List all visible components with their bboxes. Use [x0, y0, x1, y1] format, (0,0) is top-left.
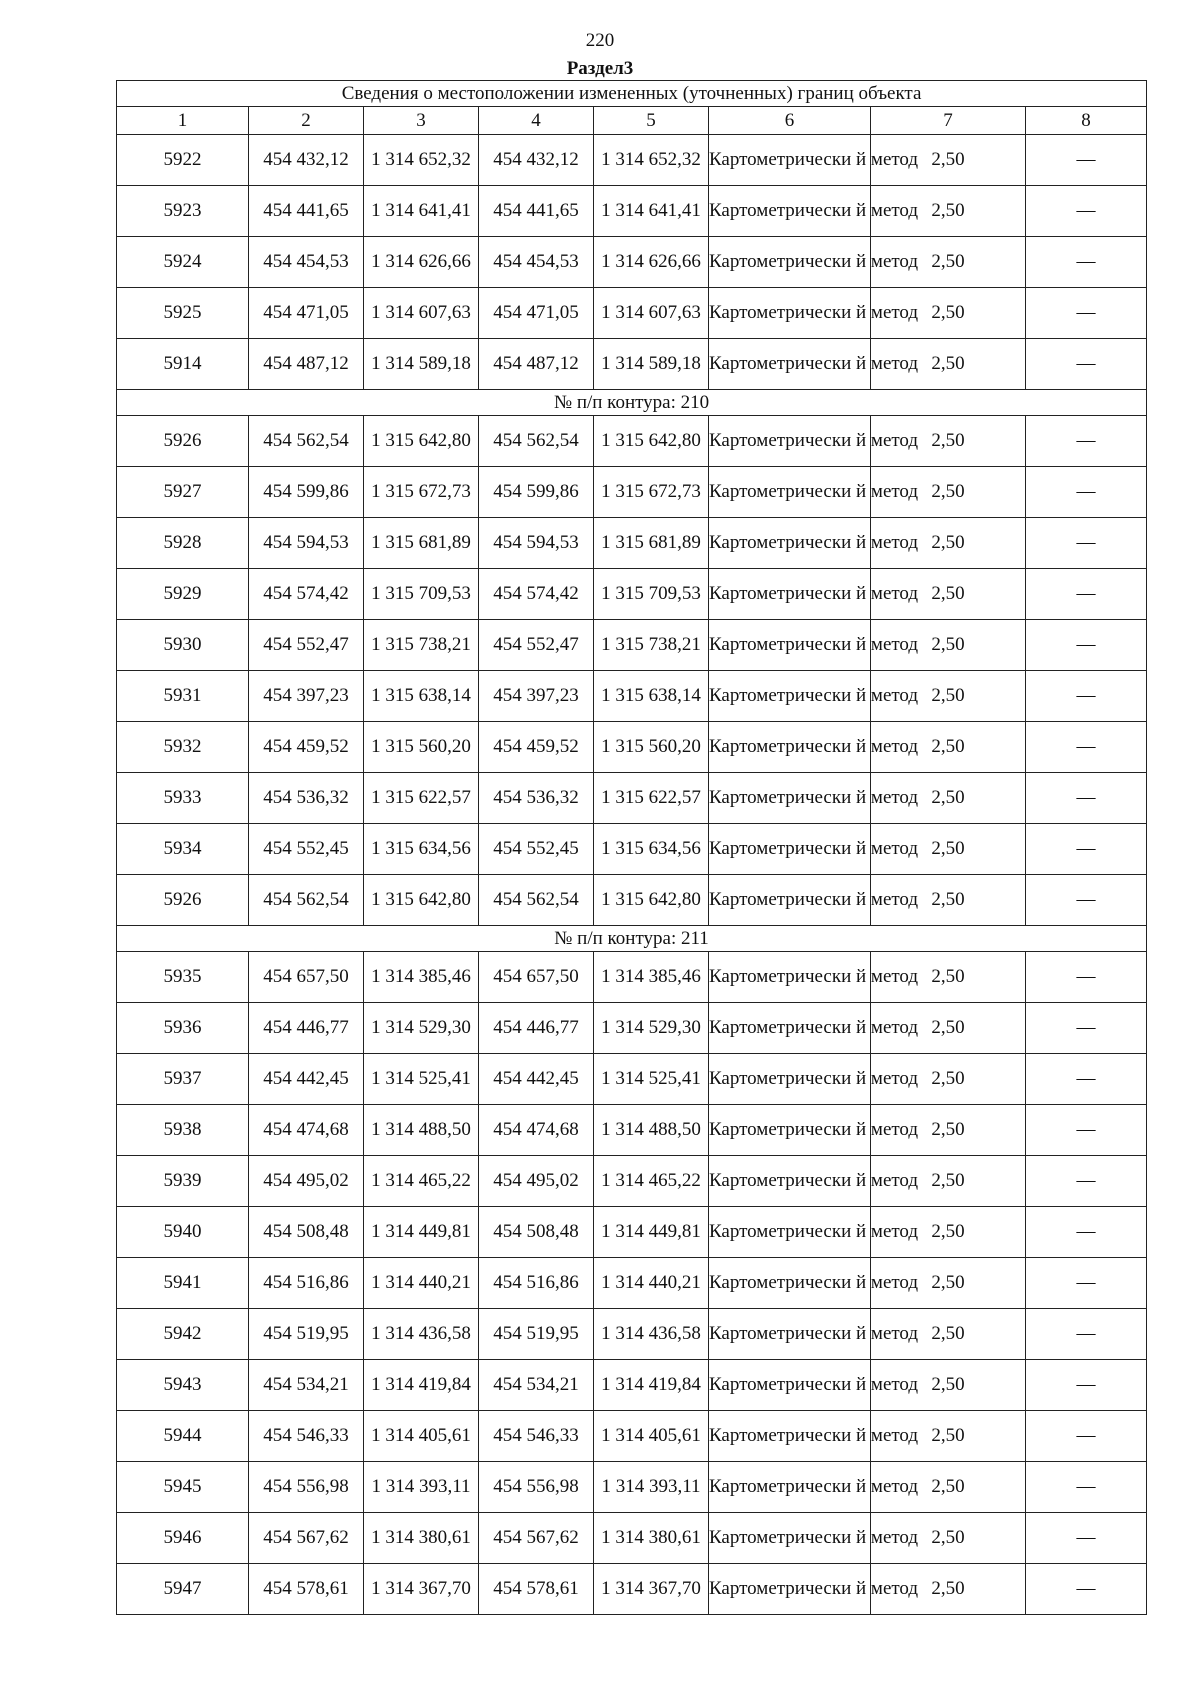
method-cell: Картометрически й метод	[709, 1411, 871, 1462]
point-number-cell: 5927	[117, 467, 249, 518]
method-cell: Картометрически й метод	[709, 1309, 871, 1360]
point-number-cell: 5941	[117, 1258, 249, 1309]
method-cell: Картометрически й метод	[709, 1003, 871, 1054]
point-number-cell: 5934	[117, 824, 249, 875]
table-row	[117, 824, 1147, 875]
x-new-cell: 454 454,53	[479, 237, 594, 288]
x-new-cell: 454 397,23	[479, 671, 594, 722]
table-row	[117, 288, 1147, 339]
y-old-cell: 1 315 638,14	[364, 671, 479, 722]
column-number: 7	[871, 107, 1026, 135]
description-cell: —	[1026, 952, 1147, 1003]
x-old-cell: 454 534,21	[249, 1360, 364, 1411]
x-new-cell: 454 546,33	[479, 1411, 594, 1462]
table-body	[117, 135, 1147, 1615]
method-cell: Картометрически й метод	[709, 620, 871, 671]
x-new-cell: 454 578,61	[479, 1564, 594, 1615]
x-old-cell: 454 552,47	[249, 620, 364, 671]
description-cell: —	[1026, 824, 1147, 875]
x-new-cell: 454 459,52	[479, 722, 594, 773]
column-number: 4	[479, 107, 594, 135]
x-old-cell: 454 562,54	[249, 416, 364, 467]
x-old-cell: 454 552,45	[249, 824, 364, 875]
x-new-cell: 454 534,21	[479, 1360, 594, 1411]
description-cell: —	[1026, 518, 1147, 569]
point-number-cell: 5938	[117, 1105, 249, 1156]
x-new-cell: 454 432,12	[479, 135, 594, 186]
method-cell: Картометрически й метод	[709, 416, 871, 467]
point-number-cell: 5922	[117, 135, 249, 186]
x-old-cell: 454 556,98	[249, 1462, 364, 1513]
accuracy-cell: 2,50	[871, 1054, 1026, 1105]
method-cell: Картометрически й метод	[709, 237, 871, 288]
x-new-cell: 454 495,02	[479, 1156, 594, 1207]
method-cell: Картометрически й метод	[709, 1513, 871, 1564]
y-new-cell: 1 314 436,58	[594, 1309, 709, 1360]
method-cell: Картометрически й метод	[709, 1156, 871, 1207]
contour-label: № п/п контура: 210	[117, 390, 1147, 416]
x-new-cell: 454 446,77	[479, 1003, 594, 1054]
y-new-cell: 1 315 642,80	[594, 416, 709, 467]
y-old-cell: 1 315 709,53	[364, 569, 479, 620]
x-old-cell: 454 441,65	[249, 186, 364, 237]
y-new-cell: 1 315 681,89	[594, 518, 709, 569]
column-number: 8	[1026, 107, 1147, 135]
point-number-cell: 5940	[117, 1207, 249, 1258]
accuracy-cell: 2,50	[871, 671, 1026, 722]
section-title: Раздел3	[566, 58, 634, 79]
description-cell: —	[1026, 875, 1147, 926]
boundary-coordinates-table	[116, 80, 1147, 1615]
point-number-cell: 5924	[117, 237, 249, 288]
x-new-cell: 454 556,98	[479, 1462, 594, 1513]
point-number-cell: 5925	[117, 288, 249, 339]
y-old-cell: 1 314 405,61	[364, 1411, 479, 1462]
point-number-cell: 5932	[117, 722, 249, 773]
accuracy-cell: 2,50	[871, 518, 1026, 569]
x-old-cell: 454 519,95	[249, 1309, 364, 1360]
y-old-cell: 1 314 652,32	[364, 135, 479, 186]
accuracy-cell: 2,50	[871, 722, 1026, 773]
y-old-cell: 1 315 642,80	[364, 416, 479, 467]
accuracy-cell: 2,50	[871, 237, 1026, 288]
point-number-cell: 5933	[117, 773, 249, 824]
accuracy-cell: 2,50	[871, 1564, 1026, 1615]
table-row	[117, 569, 1147, 620]
x-new-cell: 454 536,32	[479, 773, 594, 824]
method-cell: Картометрически й метод	[709, 1105, 871, 1156]
y-new-cell: 1 315 638,14	[594, 671, 709, 722]
x-new-cell: 454 552,47	[479, 620, 594, 671]
y-old-cell: 1 314 393,11	[364, 1462, 479, 1513]
x-new-cell: 454 508,48	[479, 1207, 594, 1258]
y-new-cell: 1 315 642,80	[594, 875, 709, 926]
description-cell: —	[1026, 620, 1147, 671]
x-old-cell: 454 508,48	[249, 1207, 364, 1258]
y-old-cell: 1 314 449,81	[364, 1207, 479, 1258]
description-cell: —	[1026, 135, 1147, 186]
table-row	[117, 1462, 1147, 1513]
point-number-cell: 5945	[117, 1462, 249, 1513]
method-cell: Картометрически й метод	[709, 467, 871, 518]
accuracy-cell: 2,50	[871, 1309, 1026, 1360]
table-row	[117, 1513, 1147, 1564]
accuracy-cell: 2,50	[871, 1105, 1026, 1156]
column-number: 3	[364, 107, 479, 135]
y-new-cell: 1 314 385,46	[594, 952, 709, 1003]
x-old-cell: 454 594,53	[249, 518, 364, 569]
x-old-cell: 454 454,53	[249, 237, 364, 288]
x-old-cell: 454 567,62	[249, 1513, 364, 1564]
accuracy-cell: 2,50	[871, 824, 1026, 875]
y-new-cell: 1 314 529,30	[594, 1003, 709, 1054]
y-new-cell: 1 314 488,50	[594, 1105, 709, 1156]
point-number-cell: 5931	[117, 671, 249, 722]
method-cell: Картометрически й метод	[709, 671, 871, 722]
y-old-cell: 1 314 436,58	[364, 1309, 479, 1360]
accuracy-cell: 2,50	[871, 186, 1026, 237]
y-new-cell: 1 314 419,84	[594, 1360, 709, 1411]
accuracy-cell: 2,50	[871, 952, 1026, 1003]
table-row	[117, 1054, 1147, 1105]
x-new-cell: 454 471,05	[479, 288, 594, 339]
page-number: 220	[585, 30, 615, 51]
column-number-row	[117, 107, 1147, 135]
y-new-cell: 1 314 641,41	[594, 186, 709, 237]
x-old-cell: 454 562,54	[249, 875, 364, 926]
table-row	[117, 952, 1147, 1003]
table-row	[117, 1411, 1147, 1462]
x-new-cell: 454 567,62	[479, 1513, 594, 1564]
x-old-cell: 454 446,77	[249, 1003, 364, 1054]
description-cell: —	[1026, 1054, 1147, 1105]
method-cell: Картометрически й метод	[709, 339, 871, 390]
method-cell: Картометрически й метод	[709, 135, 871, 186]
description-cell: —	[1026, 339, 1147, 390]
table-row	[117, 1003, 1147, 1054]
y-new-cell: 1 315 738,21	[594, 620, 709, 671]
description-cell: —	[1026, 773, 1147, 824]
y-old-cell: 1 314 641,41	[364, 186, 479, 237]
method-cell: Картометрически й метод	[709, 1258, 871, 1309]
y-old-cell: 1 314 607,63	[364, 288, 479, 339]
x-new-cell: 454 487,12	[479, 339, 594, 390]
method-cell: Картометрически й метод	[709, 186, 871, 237]
table-row	[117, 1309, 1147, 1360]
x-old-cell: 454 578,61	[249, 1564, 364, 1615]
y-new-cell: 1 315 672,73	[594, 467, 709, 518]
accuracy-cell: 2,50	[871, 773, 1026, 824]
table-row	[117, 237, 1147, 288]
accuracy-cell: 2,50	[871, 135, 1026, 186]
description-cell: —	[1026, 1003, 1147, 1054]
x-new-cell: 454 519,95	[479, 1309, 594, 1360]
x-old-cell: 454 474,68	[249, 1105, 364, 1156]
y-old-cell: 1 315 738,21	[364, 620, 479, 671]
y-new-cell: 1 314 393,11	[594, 1462, 709, 1513]
table-row	[117, 467, 1147, 518]
y-old-cell: 1 314 419,84	[364, 1360, 479, 1411]
y-old-cell: 1 314 380,61	[364, 1513, 479, 1564]
table-row	[117, 416, 1147, 467]
table-row	[117, 339, 1147, 390]
table-caption: Сведения о местоположении измененных (уточненных) границ объекта	[117, 81, 1147, 107]
point-number-cell: 5943	[117, 1360, 249, 1411]
description-cell: —	[1026, 569, 1147, 620]
y-old-cell: 1 315 560,20	[364, 722, 479, 773]
y-old-cell: 1 314 529,30	[364, 1003, 479, 1054]
y-new-cell: 1 314 367,70	[594, 1564, 709, 1615]
accuracy-cell: 2,50	[871, 1360, 1026, 1411]
table-row	[117, 1207, 1147, 1258]
description-cell: —	[1026, 1564, 1147, 1615]
y-new-cell: 1 314 405,61	[594, 1411, 709, 1462]
y-new-cell: 1 315 634,56	[594, 824, 709, 875]
description-cell: —	[1026, 1156, 1147, 1207]
x-old-cell: 454 432,12	[249, 135, 364, 186]
table-row	[117, 722, 1147, 773]
table-row	[117, 671, 1147, 722]
point-number-cell: 5929	[117, 569, 249, 620]
y-new-cell: 1 314 440,21	[594, 1258, 709, 1309]
accuracy-cell: 2,50	[871, 1156, 1026, 1207]
table-row	[117, 518, 1147, 569]
accuracy-cell: 2,50	[871, 288, 1026, 339]
y-new-cell: 1 315 560,20	[594, 722, 709, 773]
point-number-cell: 5926	[117, 416, 249, 467]
y-old-cell: 1 314 465,22	[364, 1156, 479, 1207]
accuracy-cell: 2,50	[871, 1207, 1026, 1258]
method-cell: Картометрически й метод	[709, 518, 871, 569]
x-new-cell: 454 599,86	[479, 467, 594, 518]
description-cell: —	[1026, 1513, 1147, 1564]
point-number-cell: 5939	[117, 1156, 249, 1207]
description-cell: —	[1026, 1462, 1147, 1513]
description-cell: —	[1026, 1411, 1147, 1462]
description-cell: —	[1026, 1309, 1147, 1360]
point-number-cell: 5923	[117, 186, 249, 237]
method-cell: Картометрически й метод	[709, 773, 871, 824]
point-number-cell: 5944	[117, 1411, 249, 1462]
y-old-cell: 1 315 672,73	[364, 467, 479, 518]
accuracy-cell: 2,50	[871, 1003, 1026, 1054]
point-number-cell: 5937	[117, 1054, 249, 1105]
y-old-cell: 1 314 525,41	[364, 1054, 479, 1105]
x-new-cell: 454 516,86	[479, 1258, 594, 1309]
x-new-cell: 454 552,45	[479, 824, 594, 875]
accuracy-cell: 2,50	[871, 569, 1026, 620]
x-old-cell: 454 459,52	[249, 722, 364, 773]
method-cell: Картометрически й метод	[709, 288, 871, 339]
y-old-cell: 1 315 681,89	[364, 518, 479, 569]
contour-row	[117, 390, 1147, 416]
x-old-cell: 454 536,32	[249, 773, 364, 824]
method-cell: Картометрически й метод	[709, 952, 871, 1003]
y-new-cell: 1 314 465,22	[594, 1156, 709, 1207]
description-cell: —	[1026, 1207, 1147, 1258]
y-new-cell: 1 314 525,41	[594, 1054, 709, 1105]
method-cell: Картометрически й метод	[709, 1054, 871, 1105]
y-old-cell: 1 314 488,50	[364, 1105, 479, 1156]
x-old-cell: 454 574,42	[249, 569, 364, 620]
description-cell: —	[1026, 237, 1147, 288]
y-new-cell: 1 314 380,61	[594, 1513, 709, 1564]
table-row	[117, 1156, 1147, 1207]
method-cell: Картометрически й метод	[709, 1360, 871, 1411]
point-number-cell: 5947	[117, 1564, 249, 1615]
method-cell: Картометрически й метод	[709, 875, 871, 926]
x-old-cell: 454 442,45	[249, 1054, 364, 1105]
table-row	[117, 186, 1147, 237]
method-cell: Картометрически й метод	[709, 722, 871, 773]
y-new-cell: 1 315 622,57	[594, 773, 709, 824]
accuracy-cell: 2,50	[871, 1258, 1026, 1309]
y-old-cell: 1 315 634,56	[364, 824, 479, 875]
y-old-cell: 1 314 440,21	[364, 1258, 479, 1309]
x-old-cell: 454 397,23	[249, 671, 364, 722]
table-row	[117, 1360, 1147, 1411]
point-number-cell: 5935	[117, 952, 249, 1003]
y-new-cell: 1 314 449,81	[594, 1207, 709, 1258]
table-row	[117, 135, 1147, 186]
column-number: 1	[117, 107, 249, 135]
x-old-cell: 454 657,50	[249, 952, 364, 1003]
accuracy-cell: 2,50	[871, 875, 1026, 926]
description-cell: —	[1026, 722, 1147, 773]
method-cell: Картометрически й метод	[709, 824, 871, 875]
table-row	[117, 1105, 1147, 1156]
table-row	[117, 875, 1147, 926]
y-old-cell: 1 314 589,18	[364, 339, 479, 390]
column-number: 2	[249, 107, 364, 135]
point-number-cell: 5928	[117, 518, 249, 569]
x-new-cell: 454 657,50	[479, 952, 594, 1003]
description-cell: —	[1026, 467, 1147, 518]
description-cell: —	[1026, 186, 1147, 237]
y-old-cell: 1 314 367,70	[364, 1564, 479, 1615]
x-new-cell: 454 562,54	[479, 875, 594, 926]
x-old-cell: 454 471,05	[249, 288, 364, 339]
accuracy-cell: 2,50	[871, 416, 1026, 467]
method-cell: Картометрически й метод	[709, 569, 871, 620]
x-new-cell: 454 562,54	[479, 416, 594, 467]
y-old-cell: 1 314 385,46	[364, 952, 479, 1003]
x-old-cell: 454 516,86	[249, 1258, 364, 1309]
table-row	[117, 620, 1147, 671]
x-new-cell: 454 442,45	[479, 1054, 594, 1105]
x-new-cell: 454 474,68	[479, 1105, 594, 1156]
contour-row	[117, 926, 1147, 952]
accuracy-cell: 2,50	[871, 1462, 1026, 1513]
method-cell: Картометрически й метод	[709, 1564, 871, 1615]
table-row	[117, 1564, 1147, 1615]
x-new-cell: 454 441,65	[479, 186, 594, 237]
accuracy-cell: 2,50	[871, 620, 1026, 671]
description-cell: —	[1026, 416, 1147, 467]
x-old-cell: 454 546,33	[249, 1411, 364, 1462]
x-new-cell: 454 574,42	[479, 569, 594, 620]
accuracy-cell: 2,50	[871, 1513, 1026, 1564]
y-new-cell: 1 314 589,18	[594, 339, 709, 390]
y-new-cell: 1 314 607,63	[594, 288, 709, 339]
x-new-cell: 454 594,53	[479, 518, 594, 569]
x-old-cell: 454 495,02	[249, 1156, 364, 1207]
x-old-cell: 454 487,12	[249, 339, 364, 390]
point-number-cell: 5926	[117, 875, 249, 926]
accuracy-cell: 2,50	[871, 1411, 1026, 1462]
method-cell: Картометрически й метод	[709, 1207, 871, 1258]
point-number-cell: 5942	[117, 1309, 249, 1360]
description-cell: —	[1026, 671, 1147, 722]
y-old-cell: 1 315 642,80	[364, 875, 479, 926]
table-row	[117, 1258, 1147, 1309]
description-cell: —	[1026, 1258, 1147, 1309]
method-cell: Картометрически й метод	[709, 1462, 871, 1513]
table-row	[117, 773, 1147, 824]
y-old-cell: 1 315 622,57	[364, 773, 479, 824]
description-cell: —	[1026, 1105, 1147, 1156]
point-number-cell: 5930	[117, 620, 249, 671]
description-cell: —	[1026, 1360, 1147, 1411]
y-new-cell: 1 314 626,66	[594, 237, 709, 288]
y-new-cell: 1 315 709,53	[594, 569, 709, 620]
point-number-cell: 5936	[117, 1003, 249, 1054]
description-cell: —	[1026, 288, 1147, 339]
column-number: 5	[594, 107, 709, 135]
accuracy-cell: 2,50	[871, 339, 1026, 390]
y-new-cell: 1 314 652,32	[594, 135, 709, 186]
point-number-cell: 5914	[117, 339, 249, 390]
accuracy-cell: 2,50	[871, 467, 1026, 518]
contour-label: № п/п контура: 211	[117, 926, 1147, 952]
column-number: 6	[709, 107, 871, 135]
y-old-cell: 1 314 626,66	[364, 237, 479, 288]
point-number-cell: 5946	[117, 1513, 249, 1564]
x-old-cell: 454 599,86	[249, 467, 364, 518]
